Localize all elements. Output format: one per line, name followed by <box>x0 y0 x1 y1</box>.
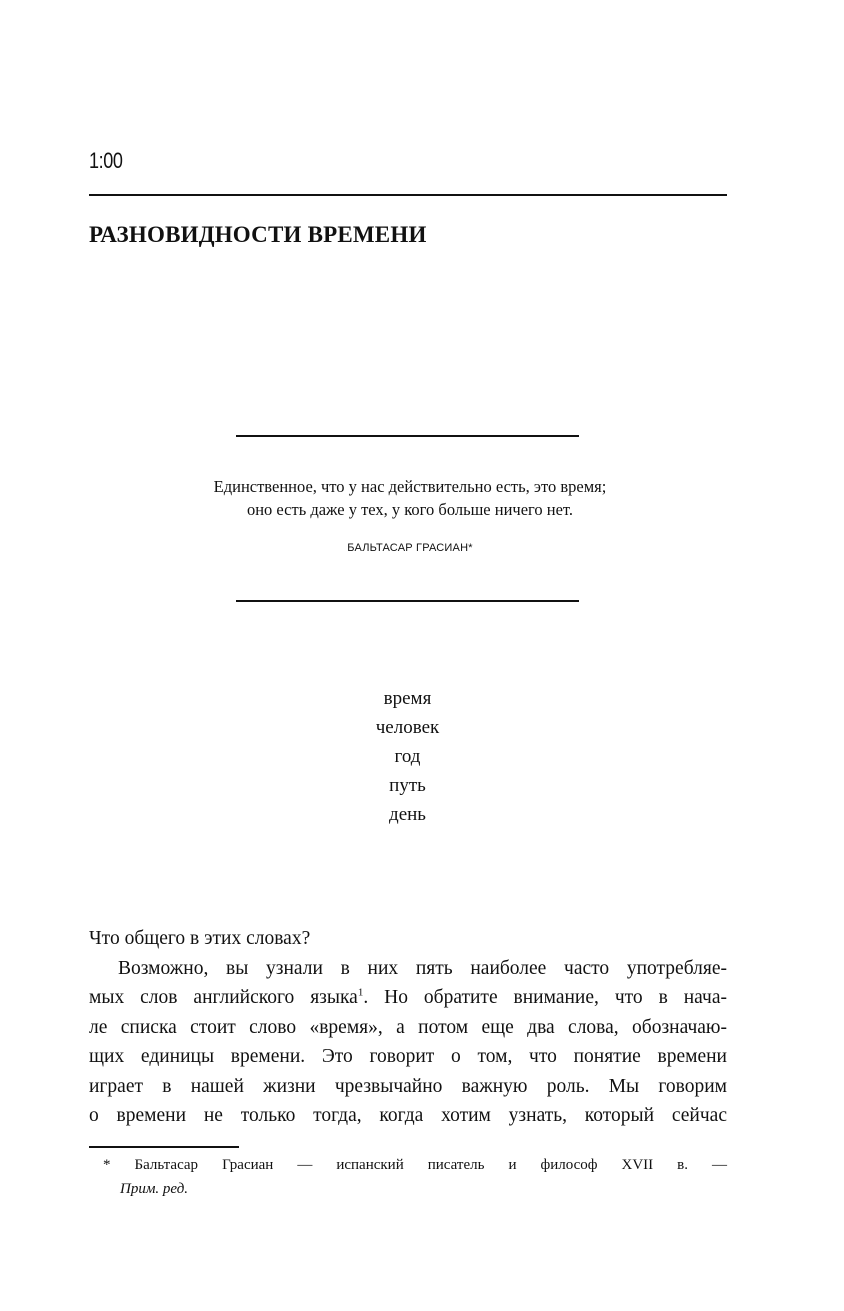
epigraph-top-divider <box>236 435 579 437</box>
body-line <box>89 983 727 1013</box>
epigraph-quote <box>100 475 720 521</box>
body-line: ле списка стоит слово «время», а потом еще два слова, обозначаю- <box>89 1016 727 1038</box>
footnote-line: * Бальтасар Грасиан — испанский писатель и философ XVII в. — <box>103 1157 727 1173</box>
body-line-part: . Но обратите внимание, что в нача- <box>363 987 727 1008</box>
epigraph-author: БАЛЬТАСАР ГРАСИАН* <box>347 542 473 554</box>
word-list-item: время <box>383 688 432 709</box>
body-text <box>89 924 727 1131</box>
epigraph-bottom-divider <box>236 600 579 602</box>
chapter-number: 1:00 <box>89 148 123 173</box>
body-line: играет в нашей жизни чрезвычайно важную роль. Мы говорим <box>89 1075 727 1097</box>
body-line: щих единицы времени. Это говорит о том, что понятие времени <box>89 1046 727 1067</box>
footnote-divider <box>89 1146 239 1148</box>
word-list-item: человек <box>375 717 440 738</box>
footnote-ref-1: 1 <box>357 986 364 999</box>
footnote <box>103 1153 727 1201</box>
body-line: о времени не только тогда, когда хотим узнать, который сейчас <box>89 1105 727 1126</box>
word-list-item: год <box>394 746 421 767</box>
body-line: Возможно, вы узнали в них пять наиболее часто употребляе- <box>118 957 727 979</box>
body-line-part: мых слов английского языка <box>89 987 358 1008</box>
footnote-line <box>103 1177 727 1201</box>
word-list-item: день <box>389 804 426 825</box>
body-question: Что общего в этих словах? <box>89 928 311 949</box>
word-list-item: путь <box>389 775 426 796</box>
chapter-title: РАЗНОВИДНОСТИ ВРЕМЕНИ <box>89 222 427 247</box>
epigraph-line: Единственное, что у нас действительно есть, это время; <box>213 477 607 496</box>
editor-note: Прим. ред. <box>120 1181 189 1197</box>
chapter-divider <box>89 194 727 196</box>
epigraph-line: оно есть даже у тех, у кого больше ничего нет. <box>246 500 574 519</box>
word-list <box>300 684 515 829</box>
